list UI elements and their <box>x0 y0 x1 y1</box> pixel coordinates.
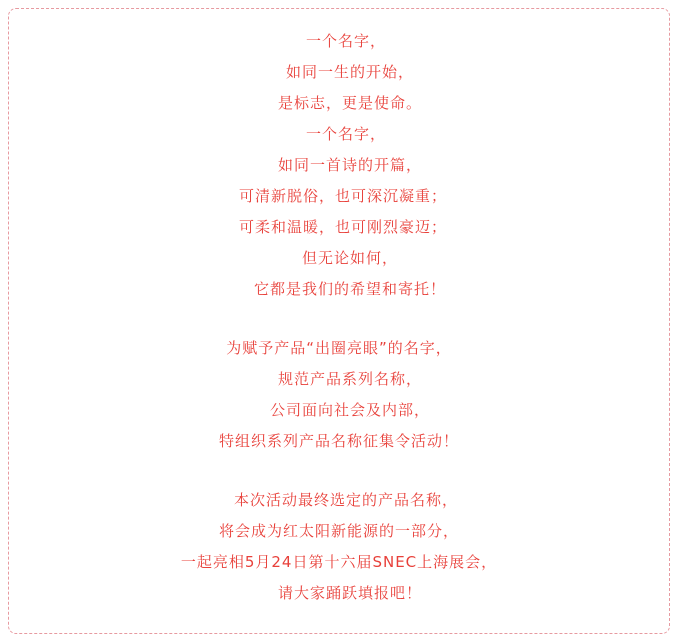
poster-line: 公司面向社会及内部， <box>269 401 430 419</box>
text-block-intro <box>60 26 618 305</box>
poster-line: 请大家踊跃填报吧！ <box>277 584 422 602</box>
block-spacer <box>60 305 618 333</box>
poster-line: 是标志，更是使命。 <box>277 94 422 112</box>
poster-line: 一个名字， <box>305 125 386 143</box>
poster-line: 如同一首诗的开篇， <box>277 156 422 174</box>
poster-line: 规范产品系列名称， <box>277 370 422 388</box>
poster-line: 将会成为红太阳新能源的一部分， <box>218 522 459 540</box>
poster-line: 如同一生的开始， <box>285 63 414 81</box>
poster-line: 一个名字， <box>305 32 386 50</box>
poster-line: 特组织系列产品名称征集令活动！ <box>218 432 459 450</box>
poster-line: 一起亮相5月24日第十六届SNEC上海展会， <box>180 553 498 571</box>
poster-line: 它都是我们的希望和寄托！ <box>253 280 446 298</box>
poster-line: 但无论如何， <box>301 249 398 267</box>
text-block-call-to-action <box>60 485 618 609</box>
poster-line: 本次活动最终选定的产品名称， <box>233 491 458 509</box>
poster-line: 为赋予产品“出圈亮眼”的名字， <box>226 339 452 357</box>
poster-line: 可清新脱俗，也可深沉凝重； <box>238 187 447 205</box>
text-block-purpose <box>60 333 618 457</box>
block-spacer <box>60 457 618 485</box>
poster-line: 可柔和温暖，也可刚烈豪迈； <box>238 218 447 236</box>
